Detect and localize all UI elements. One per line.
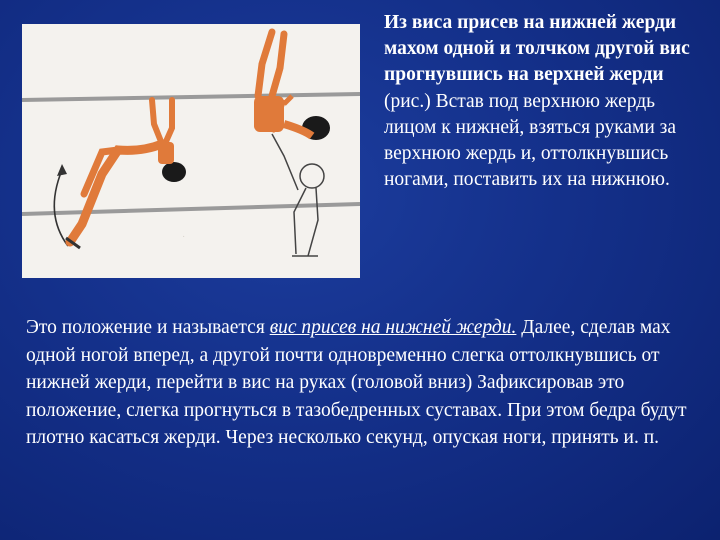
gymnast-figures-drawing bbox=[22, 24, 360, 278]
side-instruction-text: (рис.) Встав под верхнюю жердь лицом к нижней, взяться руками за верхнюю жердь и, оттолкнувшись ногами, поставить их на нижнюю. bbox=[384, 90, 677, 191]
main-text-continuation: Далее, сделав мах одной ногой вперед, а другой почти одновременно слегка оттолкнувшись от нижней жерди, перейти в вис на руках (головой вниз) Зафиксировав это положение, слегка прогнуться в тазобедренных суставах. При этом бедра будут плотно касаться жерди. Через несколько секунд, опуская ноги, принять и. п. bbox=[26, 317, 687, 449]
main-text-term: вис присев на нижней жерди. bbox=[269, 317, 517, 338]
faint-watermark-mark: · bbox=[182, 231, 186, 242]
gymnast-figure-1 bbox=[66, 100, 186, 248]
motion-arc bbox=[54, 170, 68, 246]
spotter-figure bbox=[272, 134, 324, 256]
gymnastics-illustration bbox=[22, 24, 360, 278]
gymnast-figure-2 bbox=[254, 32, 330, 140]
upper-bar bbox=[22, 94, 360, 100]
side-description-text bbox=[384, 10, 704, 193]
arrow-head bbox=[57, 164, 67, 176]
side-bold-heading: Из виса присев на нижней жерди махом одной и толчком другой вис прогнувшись на верхней жерди bbox=[384, 12, 690, 86]
lower-bar bbox=[22, 204, 360, 214]
main-description-text bbox=[26, 314, 706, 452]
main-text-intro: Это положение и называется bbox=[26, 317, 270, 338]
